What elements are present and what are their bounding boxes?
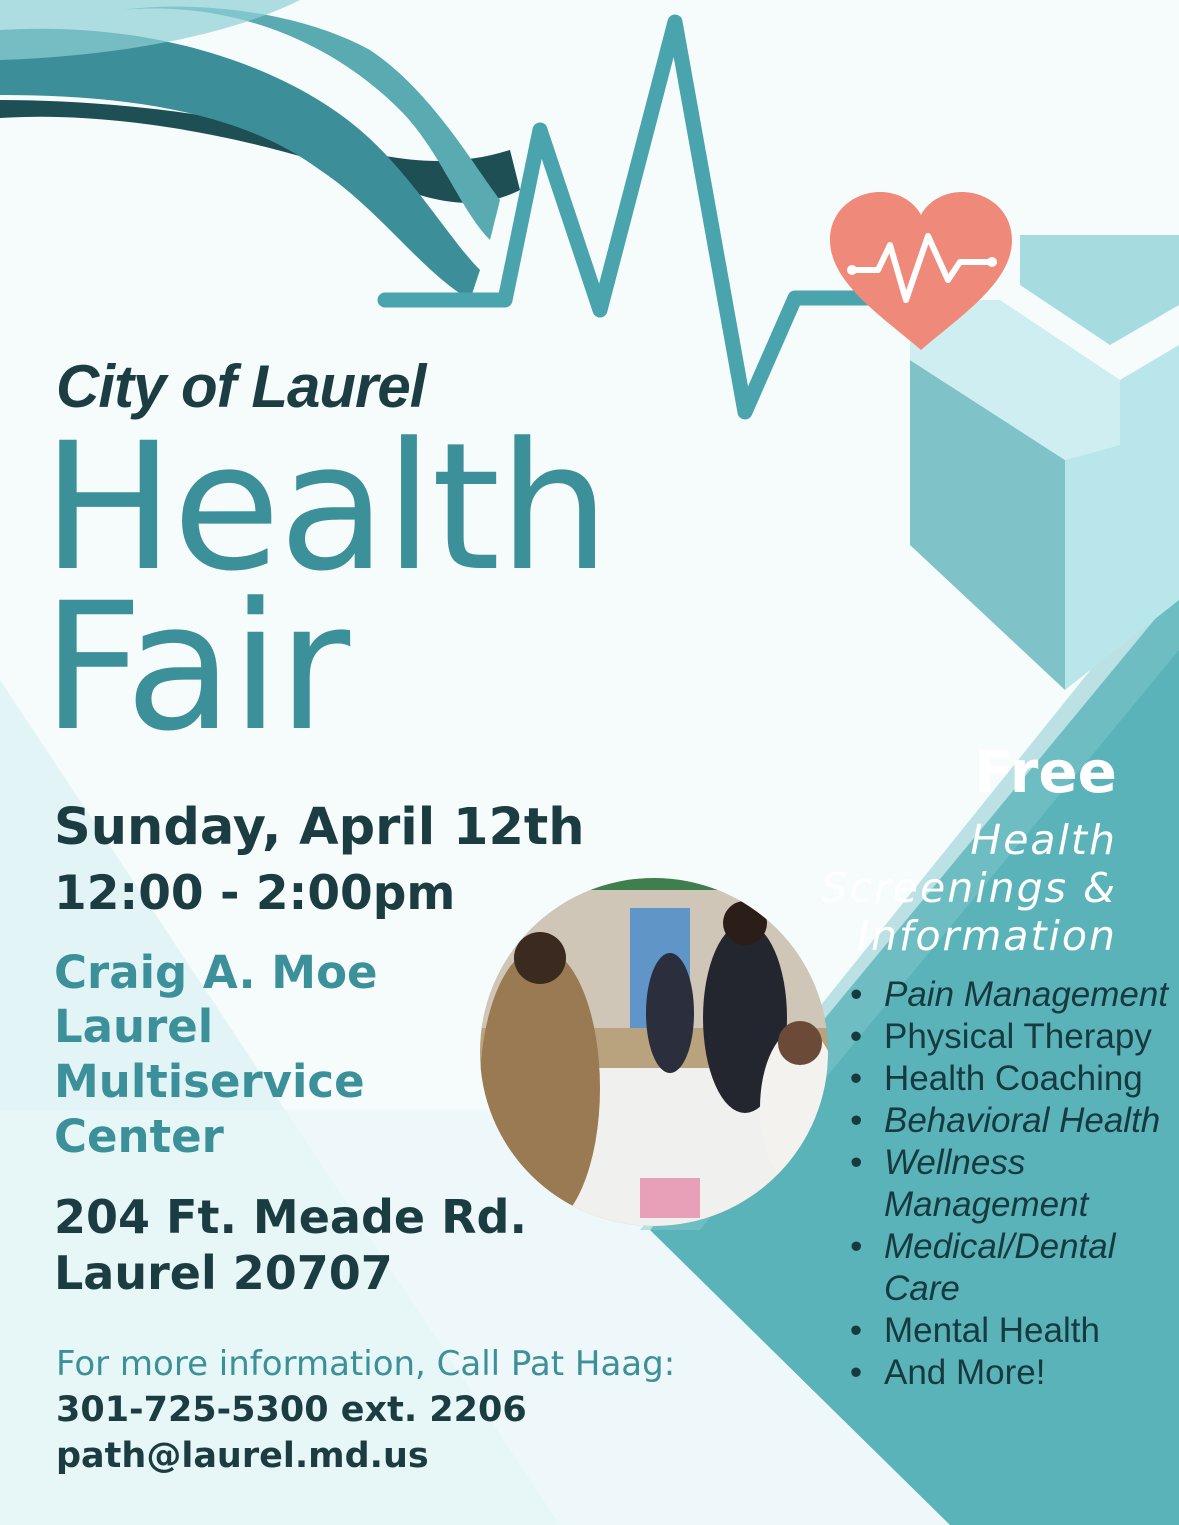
- bullet-icon: •: [849, 1017, 863, 1056]
- list-item: [846, 1100, 1176, 1142]
- service-label: And More!: [884, 1353, 1046, 1392]
- contact-phone[interactable]: 301-725-5300 ext. 2206: [56, 1390, 527, 1430]
- service-label: Medical/Dental Care: [884, 1227, 1116, 1308]
- venue-line: Multiservice: [54, 1055, 365, 1108]
- chevron-light-top: [1020, 235, 1179, 345]
- list-item: [846, 1226, 1176, 1310]
- event-time: 12:00 - 2:00pm: [54, 866, 456, 921]
- bullet-icon: •: [849, 1311, 863, 1350]
- event-date: Sunday, April 12th: [54, 798, 585, 857]
- list-item: [846, 1016, 1176, 1058]
- bullet-icon: •: [849, 1353, 863, 1392]
- contact-email[interactable]: path@laurel.md.us: [56, 1436, 429, 1476]
- contact-intro: For more information, Call Pat Haag:: [56, 1344, 676, 1384]
- venue-line: Laurel: [54, 1000, 214, 1053]
- services-list: [846, 974, 1176, 1394]
- bullet-icon: •: [849, 1101, 863, 1140]
- bullet-icon: •: [849, 1227, 863, 1266]
- subtitle-line: Screenings &: [821, 864, 1117, 912]
- title-health: Health: [42, 405, 608, 610]
- service-label: Behavioral Health: [884, 1101, 1161, 1140]
- subtitle-line: Health: [970, 816, 1117, 864]
- service-label: Physical Therapy: [884, 1017, 1152, 1056]
- heartbeat-line-icon: [385, 22, 880, 412]
- subtitle-line: Information: [856, 912, 1117, 960]
- free-label: Free: [973, 738, 1117, 806]
- venue-line: Craig A. Moe: [54, 946, 378, 999]
- service-label: Wellness Management: [884, 1143, 1089, 1224]
- service-label: Pain Management: [884, 975, 1169, 1014]
- bullet-icon: •: [849, 975, 863, 1014]
- service-label: Health Coaching: [884, 1059, 1143, 1098]
- list-item: [846, 1058, 1176, 1100]
- bullet-icon: •: [849, 1143, 863, 1182]
- event-photo: [480, 878, 828, 1226]
- list-item: [846, 974, 1176, 1016]
- address-city-zip: Laurel 20707: [54, 1246, 393, 1300]
- org-name: City of Laurel: [56, 353, 426, 420]
- venue-line: Center: [54, 1110, 224, 1163]
- free-subtitle: [821, 816, 1117, 960]
- title-fair: Fair: [42, 565, 349, 770]
- address-street: 204 Ft. Meade Rd.: [54, 1190, 527, 1244]
- service-label: Mental Health: [884, 1311, 1100, 1350]
- bullet-icon: •: [849, 1059, 863, 1098]
- list-item: [846, 1142, 1176, 1226]
- list-item: [846, 1352, 1176, 1394]
- list-item: [846, 1310, 1176, 1352]
